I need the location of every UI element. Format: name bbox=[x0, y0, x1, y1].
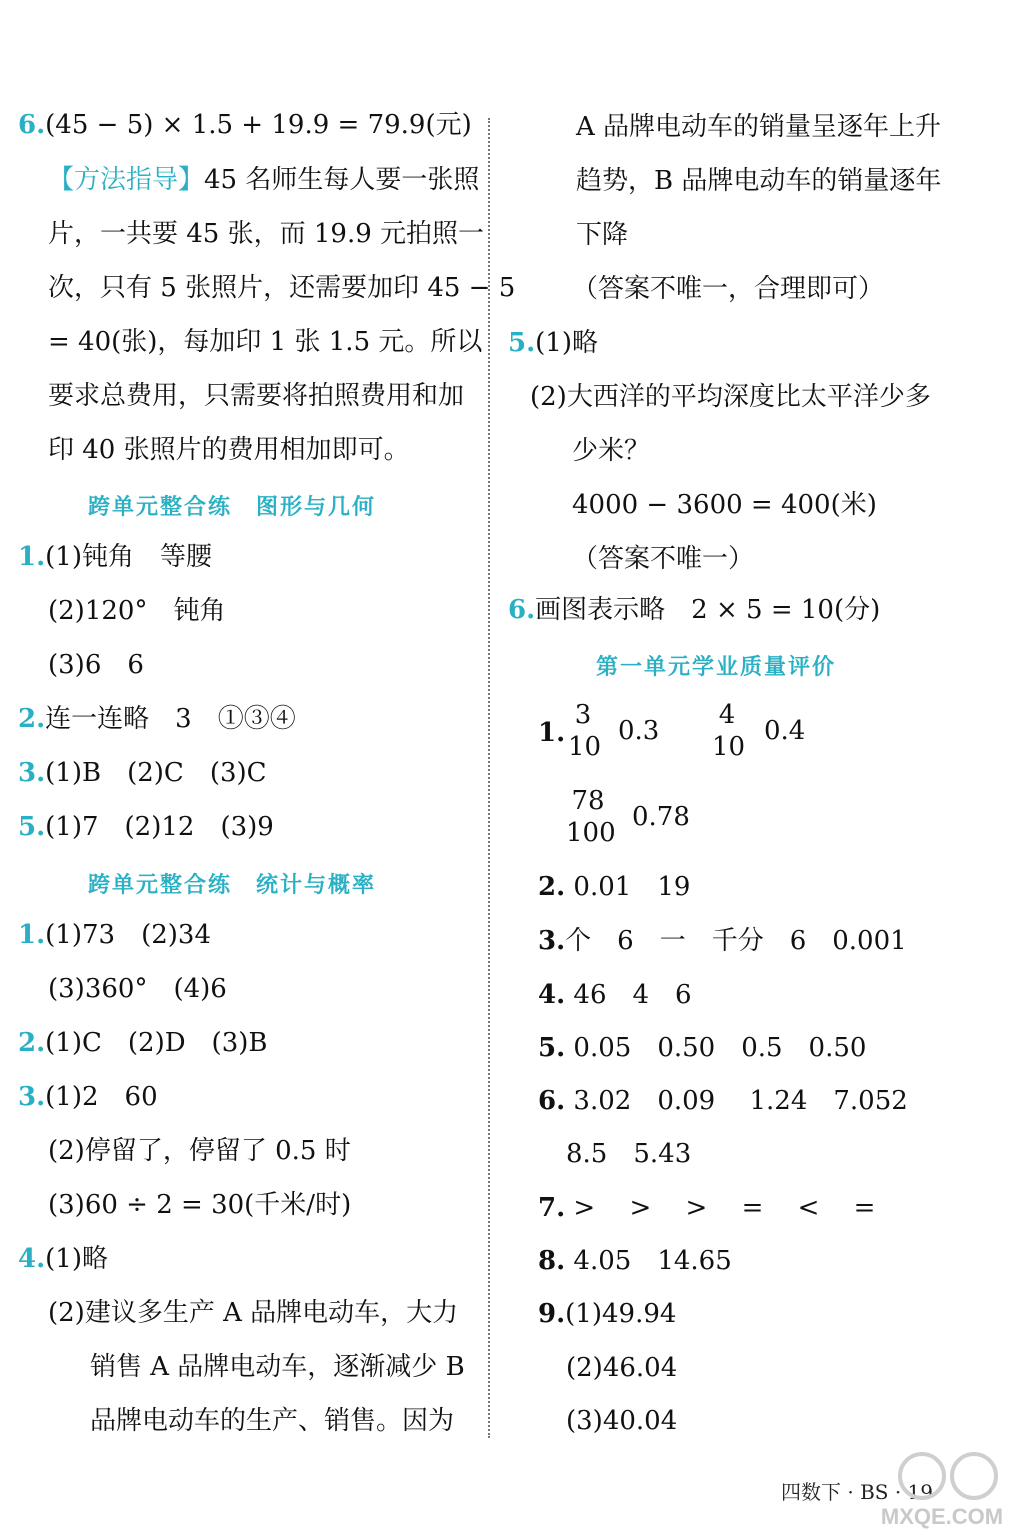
cont-line-2: 下降 bbox=[576, 220, 629, 250]
u1-q1-frac-3: 78 100 bbox=[566, 786, 616, 848]
method-line-2: 次，只有 5 张照片，还需要加印 45 − 5 bbox=[48, 273, 516, 303]
stats-line-1: (3)360° (4)6 bbox=[48, 974, 227, 1004]
stats-line-2: 2.(1)C (2)D (3)B bbox=[18, 1028, 268, 1058]
cont-line-1: 趋势，B 品牌电动车的销量逐年 bbox=[576, 166, 942, 196]
stats-line-3: 3.(1)2 60 bbox=[18, 1082, 158, 1112]
stats-line-4: (2)停留了，停留了 0.5 时 bbox=[48, 1136, 351, 1166]
u1-line-1: 3.个 6 一 千分 6 0.001 bbox=[538, 926, 907, 956]
r-q6: 6.画图表示略 2 × 5 = 10(分) bbox=[508, 595, 881, 625]
stats-line-8: 销售 A 品牌电动车，逐渐减少 B bbox=[90, 1352, 465, 1382]
r-q5-line-3: 4000 − 3600 = 400(米) bbox=[572, 490, 877, 520]
column-divider bbox=[488, 118, 490, 1438]
method-line-5: 印 40 张照片的费用相加即可。 bbox=[48, 435, 410, 465]
u1-line-7: 8. 4.05 14.65 bbox=[538, 1246, 732, 1276]
u1-q1-frac-1: 3 10 bbox=[568, 700, 602, 762]
page-footer: 四数下 · BS · 19 bbox=[781, 1480, 933, 1504]
u1-line-2: 4. 46 4 6 bbox=[538, 980, 692, 1010]
stats-line-0: 1.(1)73 (2)34 bbox=[18, 920, 211, 950]
stats-line-9: 品牌电动车的生产、销售。因为 bbox=[90, 1406, 455, 1436]
method-line-1: 片，一共要 45 张，而 19.9 元拍照一 bbox=[48, 219, 485, 249]
u1-line-3: 5. 0.05 0.50 0.5 0.50 bbox=[538, 1033, 867, 1063]
u1-line-10: (3)40.04 bbox=[566, 1406, 678, 1436]
method-line-3: = 40(张)，每加印 1 张 1.5 元。所以 bbox=[48, 327, 483, 357]
u1-q1-frac-2: 4 10 bbox=[712, 700, 746, 762]
r-q5-line-2: 少米？ bbox=[572, 436, 651, 466]
u1-q1-decimal-3: 0.78 bbox=[632, 802, 690, 832]
u1-q1-num: 1. bbox=[538, 718, 566, 748]
cont-line-3: （答案不唯一，合理即可） bbox=[572, 274, 885, 304]
geo-line-3: 2.连一连略 3 ①③④ bbox=[18, 704, 296, 734]
u1-q1-decimal-1: 0.3 bbox=[618, 716, 660, 746]
geo-line-2: (3)6 6 bbox=[48, 650, 144, 680]
u1-line-6: 7. > > > = < = bbox=[538, 1193, 876, 1223]
r-q5-line-4: （答案不唯一） bbox=[572, 544, 755, 574]
stats-line-6: 4.(1)略 bbox=[18, 1244, 108, 1274]
geo-line-4: 3.(1)B (2)C (3)C bbox=[18, 758, 267, 788]
stats-line-5: (3)60 ÷ 2 = 30(千米/时) bbox=[48, 1190, 352, 1220]
cont-line-0: A 品牌电动车的销量呈逐年上升 bbox=[576, 112, 942, 142]
u1-line-8: 9.(1)49.94 bbox=[538, 1299, 677, 1329]
section-geometry-title: 跨单元整合练 图形与几何 bbox=[88, 494, 377, 520]
u1-line-4: 6. 3.02 0.09 1.24 7.052 bbox=[538, 1086, 908, 1116]
u1-line-0: 2. 0.01 19 bbox=[538, 872, 691, 902]
left-q6: 6.(45 − 5) × 1.5 + 19.9 = 79.9(元) bbox=[18, 110, 472, 140]
u1-line-9: (2)46.04 bbox=[566, 1353, 678, 1383]
watermark-text: MXQE.COM bbox=[880, 1504, 1004, 1529]
section-unit1-title: 第一单元学业质量评价 bbox=[596, 654, 837, 680]
geo-line-1: (2)120° 钝角 bbox=[48, 596, 226, 626]
geo-line-5: 5.(1)7 (2)12 (3)9 bbox=[18, 812, 274, 842]
r-q5-line-0: 5.(1)略 bbox=[508, 328, 598, 358]
watermark-logo-icon bbox=[862, 1442, 1022, 1532]
section-stats-title: 跨单元整合练 统计与概率 bbox=[88, 872, 377, 898]
method-line-4: 要求总费用，只需要将拍照费用和加 bbox=[48, 381, 465, 411]
r-q5-line-1: (2)大西洋的平均深度比太平洋少多 bbox=[530, 382, 931, 412]
method-line-0: 【方法指导】45 名师生每人要一张照 bbox=[48, 165, 480, 195]
u1-line-5: 8.5 5.43 bbox=[566, 1139, 692, 1169]
u1-q1-decimal-2: 0.4 bbox=[764, 716, 806, 746]
geo-line-0: 1.(1)钝角 等腰 bbox=[18, 542, 212, 572]
stats-line-7: (2)建议多生产 A 品牌电动车，大力 bbox=[48, 1298, 459, 1328]
